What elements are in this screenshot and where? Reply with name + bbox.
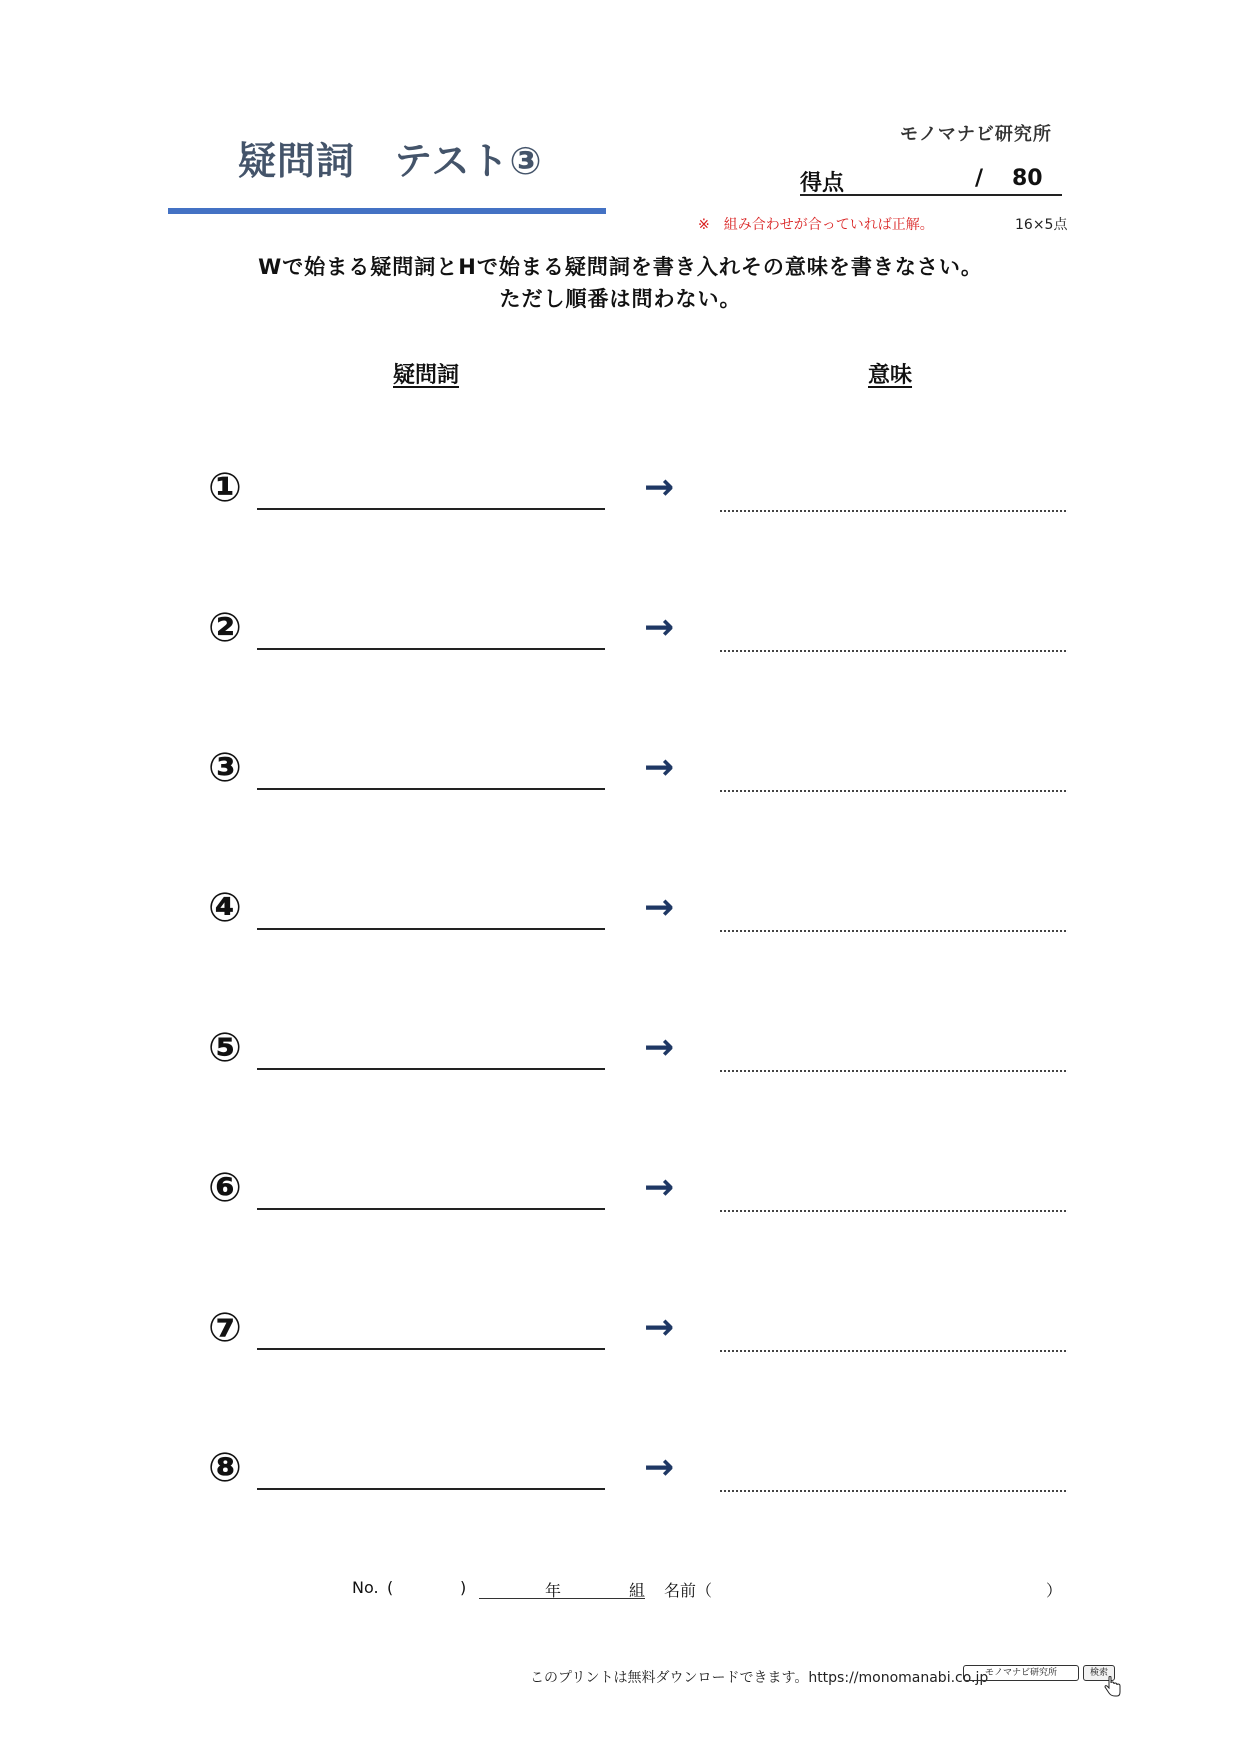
row-number: ③	[208, 745, 242, 791]
score-total: 80	[1012, 166, 1043, 191]
column-heading-question-word: 疑問詞	[393, 363, 460, 388]
name-label: 名前（	[664, 1581, 713, 1600]
hand-pointer-icon	[1103, 1676, 1123, 1698]
score-slash: /	[975, 166, 984, 191]
number-open-paren: (	[387, 1578, 394, 1597]
name-close-paren: ）	[1046, 1581, 1063, 1600]
row-number: ①	[208, 465, 242, 511]
arrow-icon: →	[644, 1027, 675, 1068]
download-note: このプリントは無料ダウンロードできます。https://monomanabi.co.jp	[530, 1670, 989, 1686]
arrow-icon: →	[644, 607, 675, 648]
number-close-paren: )	[460, 1578, 467, 1597]
row-number: ⑤	[208, 1025, 242, 1071]
answer-row	[0, 886, 1241, 946]
question-word-answer-line[interactable]	[257, 648, 605, 650]
page-title: 疑問詞 テスト③	[238, 139, 543, 183]
meaning-answer-line[interactable]	[720, 790, 1066, 792]
row-number: ⑦	[208, 1305, 242, 1351]
question-word-answer-line[interactable]	[257, 788, 605, 790]
search-button[interactable]: 検索	[1083, 1665, 1115, 1681]
student-info	[352, 1578, 1062, 1602]
title-underline	[168, 208, 606, 214]
meaning-answer-line[interactable]	[720, 650, 1066, 652]
question-word-answer-line[interactable]	[257, 928, 605, 930]
answer-row	[0, 466, 1241, 526]
meaning-answer-line[interactable]	[720, 930, 1066, 932]
meaning-answer-line[interactable]	[720, 1490, 1066, 1492]
brand-logo-text: モノマナビ研究所	[900, 124, 1052, 145]
question-word-answer-line[interactable]	[257, 1488, 605, 1490]
question-word-answer-line[interactable]	[257, 1348, 605, 1350]
grading-note: ※ 組み合わせが合っていれば正解。	[698, 217, 934, 233]
answer-row	[0, 1446, 1241, 1506]
answer-row	[0, 746, 1241, 806]
answer-row	[0, 1026, 1241, 1086]
score-box	[800, 166, 1062, 196]
year-label: 年	[545, 1581, 562, 1600]
class-label: 組	[629, 1581, 646, 1600]
question-word-answer-line[interactable]	[257, 1068, 605, 1070]
arrow-icon: →	[644, 887, 675, 928]
points-breakdown: 16×5点	[1015, 217, 1068, 233]
answer-row	[0, 1306, 1241, 1366]
arrow-icon: →	[644, 1447, 675, 1488]
meaning-answer-line[interactable]	[720, 1210, 1066, 1212]
number-label: No.	[352, 1578, 379, 1597]
arrow-icon: →	[644, 467, 675, 508]
row-number: ⑧	[208, 1445, 242, 1491]
grade-class-line[interactable]	[479, 1598, 645, 1599]
arrow-icon: →	[644, 1307, 675, 1348]
meaning-answer-line[interactable]	[720, 1350, 1066, 1352]
question-word-answer-line[interactable]	[257, 1208, 605, 1210]
row-number: ⑥	[208, 1165, 242, 1211]
row-number: ④	[208, 885, 242, 931]
answer-row	[0, 1166, 1241, 1226]
arrow-icon: →	[644, 1167, 675, 1208]
question-word-answer-line[interactable]	[257, 508, 605, 510]
search-input[interactable]: モノマナビ研究所	[963, 1665, 1079, 1681]
row-number: ②	[208, 605, 242, 651]
meaning-answer-line[interactable]	[720, 510, 1066, 512]
answer-row	[0, 606, 1241, 666]
column-heading-meaning: 意味	[868, 363, 913, 388]
arrow-icon: →	[644, 747, 675, 788]
instruction-line-1: Wで始まる疑問詞とHで始まる疑問詞を書き入れその意味を書きなさい。	[258, 255, 983, 279]
instruction-line-2: ただし順番は問わない。	[499, 287, 742, 311]
meaning-answer-line[interactable]	[720, 1070, 1066, 1072]
score-label: 得点	[800, 171, 845, 196]
